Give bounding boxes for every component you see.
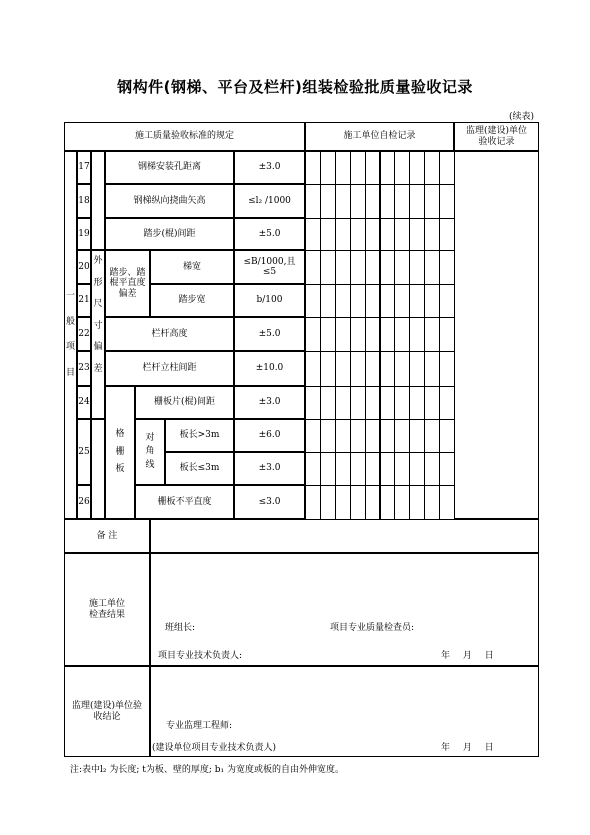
header-standard: 施工质量验收标准的规定 [64, 122, 305, 151]
self-check-cell[interactable] [350, 284, 366, 318]
vertical-char: 偏 [93, 342, 103, 352]
self-check-cell[interactable] [409, 317, 425, 352]
self-check-cell[interactable] [335, 151, 351, 185]
self-check-cell[interactable] [350, 452, 366, 486]
row-22-tol: ±5.0 [234, 317, 305, 351]
quality-inspector-label: 项目专业质量检查员: [330, 623, 415, 633]
self-check-cell[interactable] [380, 386, 396, 420]
supervision-engineer-label: 专业监理工程师: [166, 721, 233, 731]
self-check-cell[interactable] [350, 419, 366, 453]
vertical-char: 角 [145, 446, 155, 457]
row-26-name: 栅板不平直度 [135, 485, 234, 519]
self-check-cell[interactable] [439, 184, 455, 219]
self-check-cell[interactable] [424, 452, 440, 486]
self-check-cell[interactable] [409, 351, 425, 387]
self-check-cell[interactable] [305, 151, 321, 185]
row-17-no: 17 [77, 151, 91, 184]
self-check-grid [305, 151, 454, 519]
team-leader-label: 班组长: [165, 623, 196, 633]
self-check-cell[interactable] [335, 184, 351, 219]
supervision-conclusion-label: 监理(建设)单位验收结论 [64, 666, 150, 757]
tech-lead-label: 项目专业技术负责人: [158, 651, 243, 661]
row-19-no: 19 [77, 218, 91, 250]
self-check-cell[interactable] [409, 419, 425, 453]
row-21-no: 21 [77, 284, 91, 317]
row-25-name-b: 板长≤3m [165, 452, 234, 485]
self-check-cell[interactable] [394, 351, 410, 387]
row-20-group: 踏步、踏棍平直度偏差 [105, 250, 150, 317]
row-21-tol: b/100 [234, 284, 305, 317]
row-20-name: 梯宽 [150, 250, 234, 284]
self-check-cell[interactable] [350, 151, 366, 185]
self-check-cell[interactable] [424, 351, 440, 387]
self-check-cell[interactable] [305, 351, 321, 387]
self-check-cell[interactable] [394, 184, 410, 219]
vertical-char: 格 [115, 429, 125, 440]
page-title: 钢构件(钢梯、平台及栏杆)组装检验批质量验收记录 [117, 78, 473, 96]
self-check-cell[interactable] [439, 419, 455, 453]
self-check-cell[interactable] [305, 317, 321, 352]
header-supervision: 监理(建设)单位验收记录 [454, 122, 539, 151]
supervision-date: 年 月 日 [441, 743, 494, 753]
self-check-cell[interactable] [409, 184, 425, 219]
row-23-tol: ±10.0 [234, 351, 305, 386]
self-check-cell[interactable] [394, 485, 410, 520]
row-24-group [105, 386, 135, 519]
vertical-char: 寸 [93, 320, 103, 331]
construction-date: 年 月 日 [441, 651, 494, 661]
self-check-cell[interactable] [320, 485, 336, 520]
self-check-cell[interactable] [365, 218, 381, 251]
self-check-cell[interactable] [380, 485, 396, 520]
row-23-name: 栏杆立柱间距 [105, 351, 234, 386]
self-check-cell[interactable] [350, 250, 366, 285]
self-check-cell[interactable] [409, 218, 425, 251]
self-check-cell[interactable] [305, 419, 321, 453]
self-check-cell[interactable] [424, 184, 440, 219]
vertical-char: 一 [65, 291, 75, 301]
self-check-cell[interactable] [335, 485, 351, 520]
row-26-tol: ≤3.0 [234, 485, 305, 519]
vertical-char: 板 [115, 464, 125, 475]
blank-col-bottom [91, 419, 105, 519]
row-18-no: 18 [77, 184, 91, 218]
self-check-cell[interactable] [350, 218, 366, 251]
vertical-char: 差 [93, 363, 103, 374]
blank-col-top [91, 151, 105, 250]
self-check-cell[interactable] [380, 284, 396, 318]
self-check-cell[interactable] [439, 250, 455, 285]
self-check-cell[interactable] [439, 284, 455, 318]
self-check-cell[interactable] [305, 386, 321, 420]
self-check-cell[interactable] [424, 485, 440, 520]
self-check-cell[interactable] [424, 386, 440, 420]
vertical-char: 外 [93, 256, 103, 266]
self-check-cell[interactable] [350, 351, 366, 387]
self-check-cell[interactable] [439, 452, 455, 486]
self-check-cell[interactable] [365, 151, 381, 185]
self-check-cell[interactable] [320, 250, 336, 285]
self-check-cell[interactable] [320, 218, 336, 251]
row-19-name: 踏步(棍)间距 [105, 218, 234, 250]
self-check-cell[interactable] [380, 151, 396, 185]
self-check-cell[interactable] [365, 386, 381, 420]
self-check-cell[interactable] [439, 218, 455, 251]
self-check-cell[interactable] [394, 386, 410, 420]
row-22-no: 22 [77, 317, 91, 351]
row-25-no: 25 [77, 419, 91, 485]
self-check-cell[interactable] [320, 351, 336, 387]
construction-result-label: 施工单位检查结果 [64, 553, 150, 666]
self-check-cell[interactable] [320, 151, 336, 185]
owner-tech-lead-label: (建设单位项目专业技术负责人) [152, 743, 277, 753]
row-20-no: 20 [77, 250, 91, 284]
row-25-subgroup [135, 419, 165, 485]
self-check-cell[interactable] [424, 250, 440, 285]
self-check-cell[interactable] [394, 317, 410, 352]
self-check-cell[interactable] [409, 386, 425, 420]
self-check-cell[interactable] [409, 452, 425, 486]
row-23-no: 23 [77, 351, 91, 386]
self-check-cell[interactable] [305, 284, 321, 318]
self-check-cell[interactable] [305, 184, 321, 219]
self-check-cell[interactable] [380, 452, 396, 486]
self-check-cell[interactable] [409, 485, 425, 520]
self-check-cell[interactable] [350, 485, 366, 520]
footnote: 注:表中l₂ 为长度; t为板、壁的厚度; b₁ 为宽度或板的自由外伸宽度。 [70, 765, 345, 775]
row-20-tol: ≤B/1000,且≤5 [234, 250, 305, 284]
self-check-cell[interactable] [335, 284, 351, 318]
self-check-cell[interactable] [305, 452, 321, 486]
vertical-char: 对 [145, 432, 155, 443]
self-check-cell[interactable] [365, 184, 381, 219]
self-check-cell[interactable] [305, 218, 321, 251]
self-check-cell[interactable] [380, 250, 396, 285]
row-22-name: 栏杆高度 [105, 317, 234, 351]
row-18-tol: ≤l₂ /1000 [234, 184, 305, 218]
self-check-cell[interactable] [380, 184, 396, 219]
vertical-char: 项 [65, 342, 75, 352]
self-check-cell[interactable] [305, 250, 321, 285]
self-check-cell[interactable] [409, 284, 425, 318]
group-general-items [64, 151, 77, 519]
self-check-cell[interactable] [380, 419, 396, 453]
self-check-cell[interactable] [380, 317, 396, 352]
self-check-cell[interactable] [365, 452, 381, 486]
remarks-field[interactable] [150, 519, 539, 553]
self-check-cell[interactable] [350, 184, 366, 219]
self-check-cell[interactable] [320, 419, 336, 453]
row-19-tol: ±5.0 [234, 218, 305, 250]
self-check-cell[interactable] [335, 452, 351, 486]
self-check-cell[interactable] [439, 351, 455, 387]
row-24-name: 栅板片(棍)间距 [135, 386, 234, 419]
self-check-cell[interactable] [439, 485, 455, 520]
self-check-cell[interactable] [365, 250, 381, 285]
self-check-cell[interactable] [394, 151, 410, 185]
self-check-cell[interactable] [320, 386, 336, 420]
self-check-cell[interactable] [365, 284, 381, 318]
vertical-char: 目 [65, 367, 75, 378]
vertical-char: 般 [65, 316, 75, 327]
self-check-cell[interactable] [320, 317, 336, 352]
row-17-name: 钢梯安装孔距离 [105, 151, 234, 184]
self-check-cell[interactable] [424, 317, 440, 352]
vertical-char: 尺 [93, 299, 103, 309]
self-check-cell[interactable] [394, 452, 410, 486]
self-check-cell[interactable] [409, 250, 425, 285]
self-check-cell[interactable] [365, 419, 381, 453]
header-self-check: 施工单位自检记录 [305, 122, 454, 151]
self-check-cell[interactable] [394, 419, 410, 453]
remarks-label: 备 注 [64, 519, 150, 553]
self-check-cell[interactable] [335, 419, 351, 453]
self-check-cell[interactable] [335, 250, 351, 285]
self-check-cell[interactable] [335, 218, 351, 251]
row-21-name: 踏步宽 [150, 284, 234, 317]
self-check-cell[interactable] [335, 351, 351, 387]
self-check-cell[interactable] [394, 250, 410, 285]
self-check-cell[interactable] [335, 386, 351, 420]
self-check-cell[interactable] [350, 317, 366, 352]
self-check-cell[interactable] [365, 485, 381, 520]
self-check-cell[interactable] [424, 419, 440, 453]
row-18-name: 钢梯纵向挠曲矢高 [105, 184, 234, 218]
row-25-tol-b: ±3.0 [234, 452, 305, 485]
row-25-name-a: 板长>3m [165, 419, 234, 452]
row-26-no: 26 [77, 485, 91, 519]
vertical-char: 线 [145, 459, 155, 470]
self-check-cell[interactable] [320, 284, 336, 318]
self-check-cell[interactable] [305, 485, 321, 520]
self-check-cell[interactable] [439, 317, 455, 352]
self-check-cell[interactable] [409, 151, 425, 185]
self-check-cell[interactable] [424, 218, 440, 251]
self-check-cell[interactable] [320, 452, 336, 486]
vertical-char: 栅 [115, 446, 125, 457]
self-check-cell[interactable] [394, 218, 410, 251]
self-check-cell[interactable] [380, 351, 396, 387]
self-check-cell[interactable] [424, 284, 440, 318]
row-17-tol: ±3.0 [234, 151, 305, 184]
self-check-cell[interactable] [439, 151, 455, 185]
self-check-cell[interactable] [320, 184, 336, 219]
supervision-column [454, 151, 539, 519]
vertical-char: 形 [93, 277, 103, 288]
self-check-cell[interactable] [424, 151, 440, 185]
continued-label: (续表) [508, 112, 534, 122]
self-check-cell[interactable] [365, 351, 381, 387]
self-check-cell[interactable] [380, 218, 396, 251]
row-24-tol: ±3.0 [234, 386, 305, 419]
self-check-cell[interactable] [350, 386, 366, 420]
self-check-cell[interactable] [394, 284, 410, 318]
self-check-cell[interactable] [335, 317, 351, 352]
self-check-cell[interactable] [439, 386, 455, 420]
row-24-no: 24 [77, 386, 91, 419]
self-check-cell[interactable] [365, 317, 381, 352]
group-dimension-deviation [91, 250, 105, 419]
row-25-tol-a: ±6.0 [234, 419, 305, 452]
